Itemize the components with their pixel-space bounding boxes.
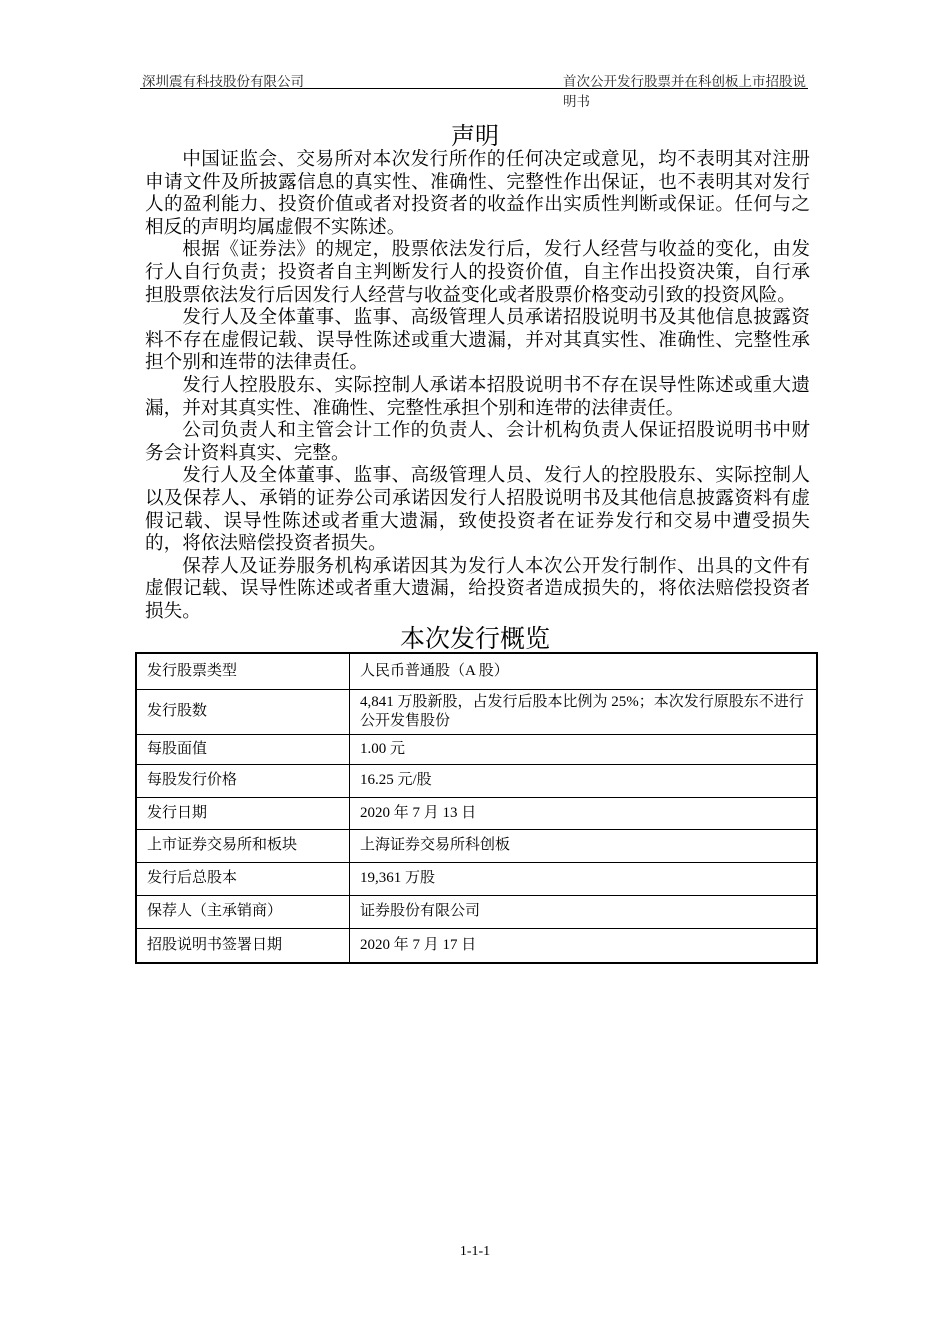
table-row [136,928,817,963]
row-label: 保荐人（主承销商） [136,895,350,928]
row-value: 16.25 元/股 [350,764,818,797]
paragraph: 保荐人及证券服务机构承诺因其为发行人本次公开发行制作、出具的文件有虚假记载、误导性陈述或者重大遗漏，给投资者造成损失的，将依法赔偿投资者损失。 [145,555,810,622]
statement-title: 声明 [451,122,499,150]
row-value: 上海证券交易所科创板 [350,829,818,862]
paragraph: 公司负责人和主管会计工作的负责人、会计机构负责人保证招股说明书中财务会计资料真实、完整。 [145,420,810,464]
row-label: 招股说明书签署日期 [136,928,350,963]
header-company: 深圳震有科技股份有限公司 [142,74,304,89]
row-label: 发行后总股本 [136,862,350,895]
row-label: 每股发行价格 [136,764,350,797]
row-label: 发行日期 [136,797,350,829]
row-label: 发行股票类型 [136,653,350,689]
page-number: 1-1-1 [459,1244,491,1259]
table-row [136,862,817,895]
table-row [136,764,817,797]
table-row [136,653,817,689]
statement-body [145,149,810,623]
paragraph: 发行人及全体董事、监事、高级管理人员、发行人的控股股东、实际控制人以及保荐人、承销的证券公司承诺因发行人招股说明书及其他信息披露资料有虚假记载、误导性陈述或者重大遗漏，致使投资者在证券发行和交易中遭受损失的，将依法赔偿投资者损失。 [145,465,810,555]
table-row [136,734,817,764]
table-row [136,797,817,829]
row-value: 2020 年 7 月 17 日 [350,928,818,963]
paragraph: 根据《证券法》的规定，股票依法发行后，发行人经营与收益的变化，由发行人自行负责；投资者自主判断发行人的投资价值，自主作出投资决策，自行承担股票依法发行后因发行人经营与收益变化或者股票价格变动引致的投资风险。 [145,239,810,306]
header-doc-title: 首次公开发行股票并在科创板上市招股说明书 [563,74,806,109]
row-label: 每股面值 [136,734,350,764]
row-value: 人民币普通股（A 股） [350,653,818,689]
paragraph: 发行人及全体董事、监事、高级管理人员承诺招股说明书及其他信息披露资料不存在虚假记载、误导性陈述或重大遗漏，并对其真实性、准确性、完整性承担个别和连带的法律责任。 [145,307,810,374]
table-row [136,689,817,734]
row-label: 上市证券交易所和板块 [136,829,350,862]
overview-title: 本次发行概览 [399,624,550,653]
paragraph: 中国证监会、交易所对本次发行所作的任何决定或意见，均不表明其对注册申请文件及所披露信息的真实性、准确性、完整性作出保证，也不表明其对发行人的盈利能力、投资价值或者对投资者的收益作出实质性判断或保证。任何与之相反的声明均属虚假不实陈述。 [145,149,810,238]
row-value: 2020 年 7 月 13 日 [350,797,818,829]
paragraph: 发行人控股股东、实际控制人承诺本招股说明书不存在误导性陈述或重大遗漏，并对其真实性、准确性、完整性承担个别和连带的法律责任。 [145,374,810,419]
row-value: 19,361 万股 [350,862,818,895]
row-value: 证券股份有限公司 [350,895,818,928]
row-label: 发行股数 [136,689,350,734]
row-value: 1.00 元 [350,734,818,764]
table-row [136,829,817,862]
row-value: 4,841 万股新股，占发行后股本比例为 25%；本次发行原股东不进行公开发售股份 [350,689,818,734]
page-header [140,68,808,109]
overview-table [135,652,818,964]
table-row [136,895,817,928]
